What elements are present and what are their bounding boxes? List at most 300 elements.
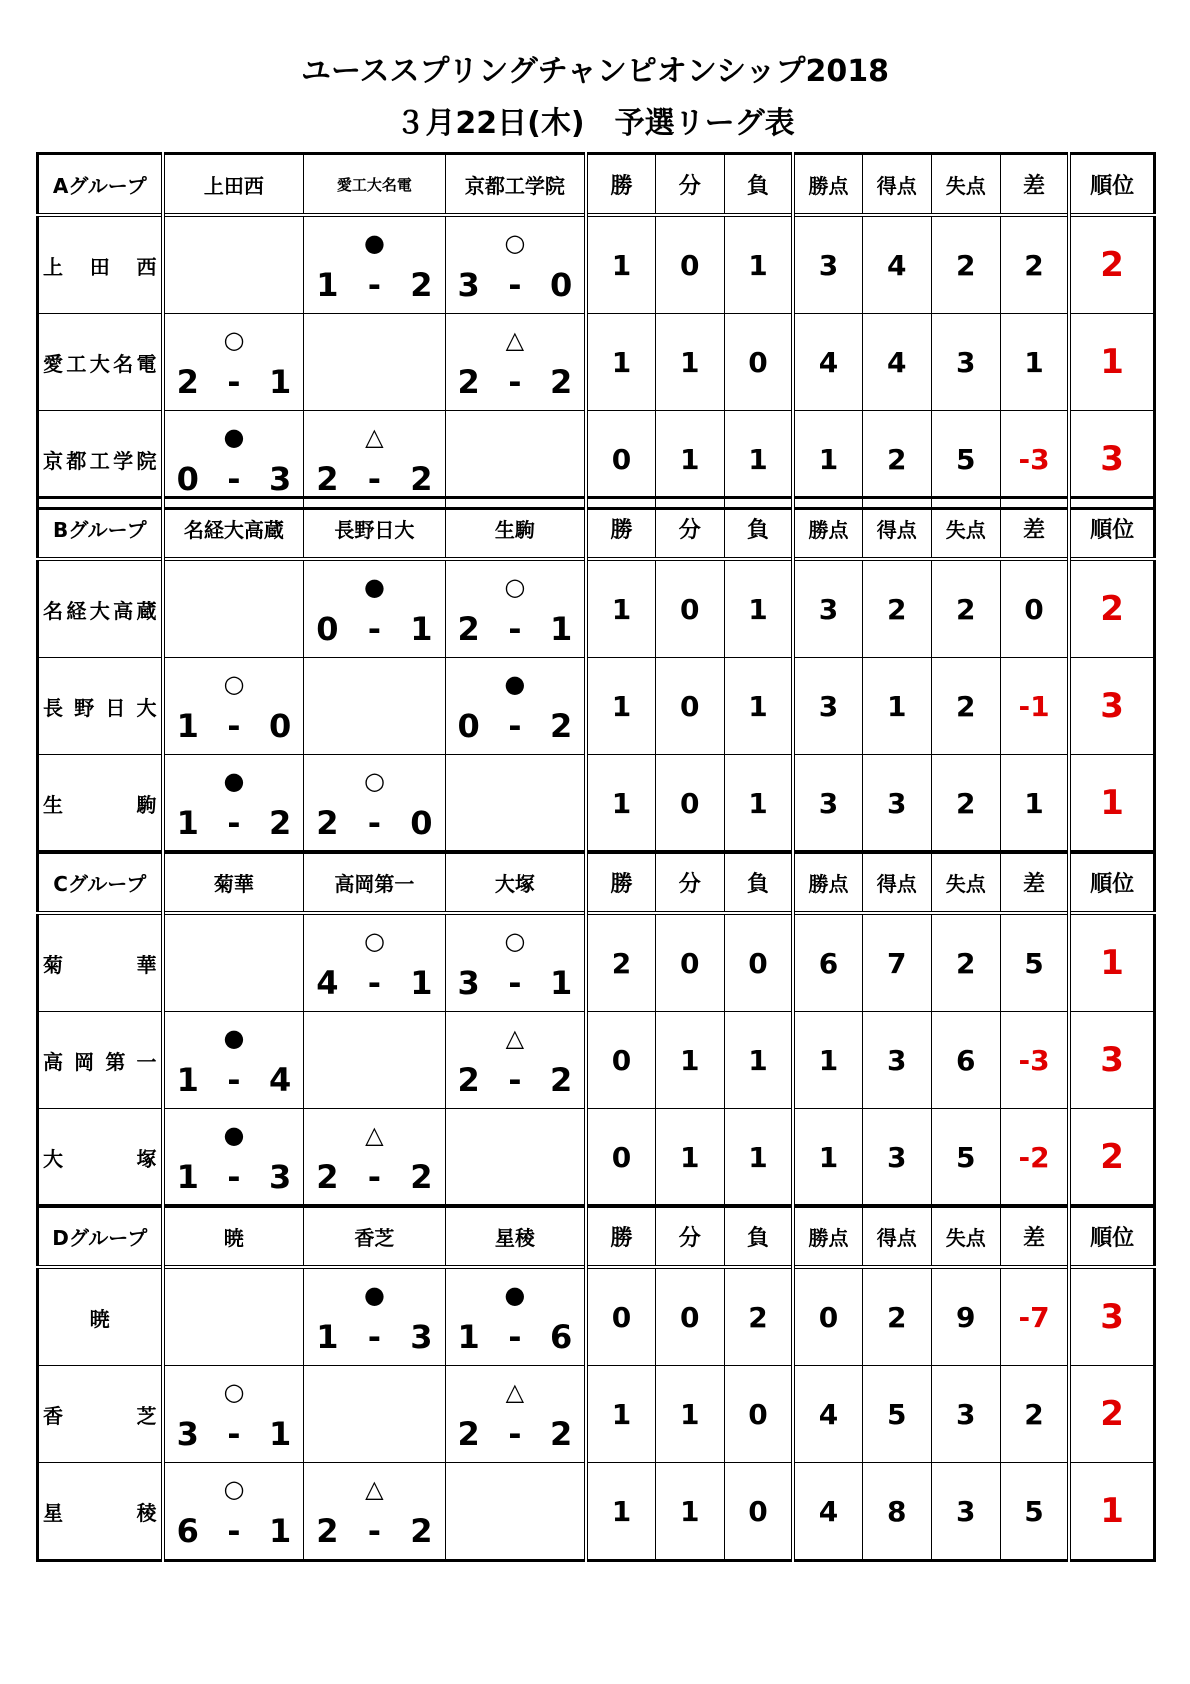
result-mark: ○	[363, 767, 385, 795]
result-mark: ●	[504, 1281, 526, 1309]
opponent-header: 京都工学院	[445, 154, 586, 216]
diff-header: 差	[1000, 498, 1069, 560]
page-title: ユーススプリングチャンピオンシップ2018	[301, 54, 889, 89]
match-result	[163, 1012, 304, 1109]
team-row	[38, 1012, 1155, 1109]
empty-cell	[163, 215, 304, 314]
wins: 1	[586, 1366, 655, 1463]
score	[165, 360, 304, 404]
score-separator: -	[367, 460, 382, 498]
match-result	[445, 658, 586, 755]
wins: 1	[586, 559, 655, 658]
rank: 1	[1069, 1463, 1154, 1561]
gf-header: 得点	[862, 852, 931, 914]
score-separator: -	[227, 460, 241, 498]
empty-cell	[445, 411, 586, 509]
goals-for: 3	[862, 1012, 931, 1109]
score-against: 2	[410, 1512, 433, 1550]
draws: 1	[655, 1366, 724, 1463]
score-against: 2	[549, 363, 573, 401]
draw-header: 分	[655, 154, 724, 216]
score-separator: -	[508, 964, 522, 1002]
gf-header: 得点	[862, 498, 931, 560]
rank: 1	[1069, 314, 1154, 411]
diff-header: 差	[1000, 1206, 1069, 1268]
losses: 0	[724, 1366, 793, 1463]
wins: 0	[586, 1267, 655, 1366]
goals-against: 3	[931, 314, 1000, 411]
points-header: 勝点	[793, 498, 862, 560]
points: 1	[793, 1109, 862, 1207]
score-separator: -	[227, 804, 241, 842]
match-result	[163, 1366, 304, 1463]
draws: 1	[655, 314, 724, 411]
points: 4	[793, 314, 862, 411]
points: 0	[793, 1267, 862, 1366]
group-table	[36, 850, 1156, 1208]
score	[446, 1315, 585, 1359]
losses: 0	[724, 913, 793, 1012]
team-row	[38, 1463, 1155, 1561]
score-against: 1	[549, 610, 573, 648]
draws: 0	[655, 755, 724, 853]
score	[165, 1509, 304, 1553]
score-for: 2	[316, 1158, 339, 1196]
score-against: 2	[269, 804, 292, 842]
goals-for: 1	[862, 658, 931, 755]
score-against: 3	[410, 1318, 433, 1356]
goals-for: 2	[862, 559, 931, 658]
score-against: 1	[269, 1512, 292, 1550]
ga-header: 失点	[931, 852, 1000, 914]
match-result	[163, 658, 304, 755]
score-for: 0	[316, 610, 339, 648]
losses: 1	[724, 411, 793, 509]
gf-header: 得点	[862, 154, 931, 216]
match-result	[304, 1463, 445, 1561]
score-against: 2	[549, 1061, 573, 1099]
score	[446, 1058, 585, 1102]
score-separator: -	[227, 1158, 241, 1196]
opponent-header: 香芝	[304, 1206, 445, 1268]
score-separator: -	[508, 266, 522, 304]
rank: 3	[1069, 411, 1154, 509]
group-table	[36, 1204, 1156, 1562]
goals-against: 2	[931, 215, 1000, 314]
match-result	[445, 1267, 586, 1366]
team-name: 愛工大名電	[38, 314, 163, 411]
result-mark: △	[505, 1024, 525, 1052]
group-label: Bグループ	[38, 498, 163, 560]
match-result	[304, 1267, 445, 1366]
goal-diff: -7	[1000, 1267, 1069, 1366]
draw-header: 分	[655, 852, 724, 914]
score-separator: -	[508, 1061, 522, 1099]
goals-against: 2	[931, 658, 1000, 755]
score-separator: -	[227, 707, 241, 745]
goal-diff: 1	[1000, 755, 1069, 853]
match-result	[304, 559, 445, 658]
result-mark: ○	[223, 670, 245, 698]
team-row	[38, 559, 1155, 658]
rank: 2	[1069, 1109, 1154, 1207]
opponent-header: 名経大高蔵	[163, 498, 304, 560]
score-for: 6	[176, 1512, 199, 1550]
score-separator: -	[367, 964, 382, 1002]
score	[446, 263, 585, 307]
opponent-header: 上田西	[163, 154, 304, 216]
score-for: 1	[176, 1158, 199, 1196]
team-name: 香 芝	[38, 1366, 163, 1463]
losses: 1	[724, 559, 793, 658]
losses: 0	[724, 1463, 793, 1561]
wins: 1	[586, 215, 655, 314]
score-separator: -	[227, 1061, 241, 1099]
score-for: 2	[457, 1415, 480, 1453]
gf-header: 得点	[862, 1206, 931, 1268]
score-for: 2	[457, 1061, 480, 1099]
losses: 1	[724, 1012, 793, 1109]
score-for: 2	[176, 363, 199, 401]
rank-header: 順位	[1069, 1206, 1154, 1268]
result-mark: △	[505, 1378, 525, 1406]
score-separator: -	[508, 610, 522, 648]
empty-cell	[445, 1109, 586, 1207]
page-subtitle: ３月22日(木) 予選リーグ表	[395, 106, 795, 141]
score-against: 2	[549, 707, 573, 745]
team-row	[38, 314, 1155, 411]
team-row	[38, 1267, 1155, 1366]
score-for: 2	[457, 363, 480, 401]
goals-for: 7	[862, 913, 931, 1012]
score	[304, 1509, 444, 1553]
team-row	[38, 1109, 1155, 1207]
score-for: 0	[457, 707, 480, 745]
rank-header: 順位	[1069, 154, 1154, 216]
match-result	[445, 559, 586, 658]
score-against: 1	[269, 1415, 292, 1453]
draws: 0	[655, 215, 724, 314]
goal-diff: 0	[1000, 559, 1069, 658]
rank: 2	[1069, 215, 1154, 314]
losses: 0	[724, 314, 793, 411]
score-for: 3	[457, 266, 480, 304]
goal-diff: 5	[1000, 1463, 1069, 1561]
points-header: 勝点	[793, 1206, 862, 1268]
score	[446, 607, 585, 651]
losses: 1	[724, 658, 793, 755]
match-result	[304, 411, 445, 509]
draws: 1	[655, 1109, 724, 1207]
score-for: 3	[457, 964, 480, 1002]
score	[304, 961, 444, 1005]
diff-header: 差	[1000, 852, 1069, 914]
team-name: 菊 華	[38, 913, 163, 1012]
match-result	[304, 215, 445, 314]
score-for: 1	[457, 1318, 480, 1356]
draws: 0	[655, 913, 724, 1012]
empty-cell	[163, 559, 304, 658]
score-for: 0	[176, 460, 199, 498]
goals-against: 9	[931, 1267, 1000, 1366]
draws: 0	[655, 658, 724, 755]
score-for: 2	[316, 1512, 339, 1550]
score-against: 1	[549, 964, 573, 1002]
result-mark: △	[365, 1475, 384, 1503]
goal-diff: -3	[1000, 411, 1069, 509]
empty-cell	[304, 658, 445, 755]
empty-cell	[304, 314, 445, 411]
loss-header: 負	[724, 852, 793, 914]
score-against: 3	[269, 460, 292, 498]
score-for: 4	[316, 964, 339, 1002]
opponent-header: 愛工大名電	[304, 154, 445, 216]
team-name: 京都工学院	[38, 411, 163, 509]
rank: 2	[1069, 559, 1154, 658]
opponent-header: 星稜	[445, 1206, 586, 1268]
wins: 0	[586, 1012, 655, 1109]
score-separator: -	[367, 266, 382, 304]
score-against: 2	[410, 266, 433, 304]
score	[304, 457, 444, 501]
team-name: 上 田 西	[38, 215, 163, 314]
score-for: 1	[316, 266, 339, 304]
rank: 1	[1069, 913, 1154, 1012]
draw-header: 分	[655, 498, 724, 560]
match-result	[445, 1012, 586, 1109]
points: 3	[793, 658, 862, 755]
score	[446, 704, 585, 748]
win-header: 勝	[586, 852, 655, 914]
score-separator: -	[367, 1318, 382, 1356]
score-against: 3	[269, 1158, 292, 1196]
goals-against: 5	[931, 411, 1000, 509]
goal-diff: 2	[1000, 215, 1069, 314]
score-separator: -	[508, 363, 522, 401]
match-result	[163, 1109, 304, 1207]
score-against: 2	[549, 1415, 573, 1453]
score	[446, 961, 585, 1005]
draws: 0	[655, 1267, 724, 1366]
opponent-header: 長野日大	[304, 498, 445, 560]
score-separator: -	[367, 610, 382, 648]
score	[165, 1058, 304, 1102]
empty-cell	[163, 913, 304, 1012]
result-mark: ○	[504, 927, 526, 955]
opponent-header: 大塚	[445, 852, 586, 914]
points: 1	[793, 411, 862, 509]
points: 3	[793, 559, 862, 658]
score-against: 2	[410, 460, 433, 498]
opponent-header: 菊華	[163, 852, 304, 914]
wins: 0	[586, 411, 655, 509]
score-against: 0	[549, 266, 573, 304]
score-against: 2	[410, 1158, 433, 1196]
goals-for: 2	[862, 1267, 931, 1366]
result-mark: △	[365, 1121, 384, 1149]
result-mark: ○	[363, 927, 385, 955]
score-separator: -	[367, 1512, 382, 1550]
goals-against: 3	[931, 1463, 1000, 1561]
goals-against: 5	[931, 1109, 1000, 1207]
draws: 0	[655, 559, 724, 658]
points: 4	[793, 1366, 862, 1463]
score-for: 1	[176, 1061, 199, 1099]
goals-against: 2	[931, 755, 1000, 853]
points: 3	[793, 215, 862, 314]
result-mark: △	[365, 423, 384, 451]
rank: 2	[1069, 1366, 1154, 1463]
empty-cell	[304, 1012, 445, 1109]
result-mark: ●	[363, 1281, 385, 1309]
result-mark: ●	[363, 229, 385, 257]
wins: 1	[586, 755, 655, 853]
goals-against: 3	[931, 1366, 1000, 1463]
rank: 3	[1069, 1012, 1154, 1109]
points-header: 勝点	[793, 852, 862, 914]
group-table	[36, 496, 1156, 854]
points: 3	[793, 755, 862, 853]
points-header: 勝点	[793, 154, 862, 216]
group-table	[36, 152, 1156, 510]
goal-diff: -1	[1000, 658, 1069, 755]
losses: 1	[724, 215, 793, 314]
score	[304, 1155, 444, 1199]
result-mark: ●	[223, 423, 245, 451]
result-mark: ○	[504, 229, 526, 257]
goal-diff: -2	[1000, 1109, 1069, 1207]
empty-cell	[445, 755, 586, 853]
score	[165, 801, 304, 845]
result-mark: ○	[223, 1378, 245, 1406]
points: 1	[793, 1012, 862, 1109]
win-header: 勝	[586, 154, 655, 216]
score-for: 2	[457, 610, 480, 648]
rank-header: 順位	[1069, 852, 1154, 914]
score	[165, 1412, 304, 1456]
result-mark: ●	[363, 573, 385, 601]
rank-header: 順位	[1069, 498, 1154, 560]
draws: 1	[655, 411, 724, 509]
score-for: 2	[316, 460, 339, 498]
diff-header: 差	[1000, 154, 1069, 216]
rank: 1	[1069, 755, 1154, 853]
result-mark: ●	[504, 670, 526, 698]
empty-cell	[304, 1366, 445, 1463]
points: 6	[793, 913, 862, 1012]
goal-diff: 5	[1000, 913, 1069, 1012]
points: 4	[793, 1463, 862, 1561]
goal-diff: -3	[1000, 1012, 1069, 1109]
rank: 3	[1069, 658, 1154, 755]
score-separator: -	[508, 1415, 522, 1453]
match-result	[445, 314, 586, 411]
ga-header: 失点	[931, 498, 1000, 560]
group-label: Dグループ	[38, 1206, 163, 1268]
match-result	[445, 1366, 586, 1463]
score	[165, 704, 304, 748]
result-mark: ○	[504, 573, 526, 601]
losses: 2	[724, 1267, 793, 1366]
team-name: 大 塚	[38, 1109, 163, 1207]
score-separator: -	[367, 1158, 382, 1196]
rank: 3	[1069, 1267, 1154, 1366]
team-name: 暁	[38, 1267, 163, 1366]
score-against: 6	[549, 1318, 573, 1356]
score-against: 1	[410, 964, 433, 1002]
result-mark: △	[505, 326, 525, 354]
goals-for: 8	[862, 1463, 931, 1561]
team-row	[38, 658, 1155, 755]
score	[165, 1155, 304, 1199]
score-separator: -	[227, 363, 241, 401]
score-against: 1	[269, 363, 292, 401]
wins: 2	[586, 913, 655, 1012]
team-row	[38, 215, 1155, 314]
match-result	[304, 755, 445, 853]
result-mark: ○	[223, 326, 245, 354]
match-result	[304, 1109, 445, 1207]
team-name: 長野日大	[38, 658, 163, 755]
team-row	[38, 755, 1155, 853]
wins: 0	[586, 1109, 655, 1207]
score-against: 4	[269, 1061, 292, 1099]
score-for: 1	[176, 707, 199, 745]
score	[304, 1315, 444, 1359]
ga-header: 失点	[931, 154, 1000, 216]
match-result	[304, 913, 445, 1012]
group-label: Aグループ	[38, 154, 163, 216]
score-against: 0	[269, 707, 292, 745]
score-for: 3	[176, 1415, 199, 1453]
score	[446, 1412, 585, 1456]
score	[304, 263, 444, 307]
ga-header: 失点	[931, 1206, 1000, 1268]
opponent-header: 高岡第一	[304, 852, 445, 914]
goals-for: 2	[862, 411, 931, 509]
match-result	[445, 913, 586, 1012]
goal-diff: 1	[1000, 314, 1069, 411]
result-mark: ●	[223, 1024, 245, 1052]
score-for: 1	[176, 804, 199, 842]
score-separator: -	[508, 1318, 522, 1356]
score	[446, 360, 585, 404]
score	[304, 607, 444, 651]
empty-cell	[445, 1463, 586, 1561]
loss-header: 負	[724, 498, 793, 560]
result-mark: ●	[223, 1121, 245, 1149]
opponent-header: 暁	[163, 1206, 304, 1268]
result-mark: ●	[223, 767, 245, 795]
goals-for: 4	[862, 215, 931, 314]
match-result	[163, 314, 304, 411]
win-header: 勝	[586, 1206, 655, 1268]
losses: 1	[724, 1109, 793, 1207]
match-result	[163, 755, 304, 853]
score-for: 1	[316, 1318, 339, 1356]
wins: 1	[586, 658, 655, 755]
opponent-header: 生駒	[445, 498, 586, 560]
score-for: 2	[316, 804, 339, 842]
loss-header: 負	[724, 154, 793, 216]
score-separator: -	[508, 707, 522, 745]
goals-for: 4	[862, 314, 931, 411]
score-separator: -	[227, 1415, 241, 1453]
goals-against: 2	[931, 559, 1000, 658]
goals-against: 2	[931, 913, 1000, 1012]
score	[165, 457, 304, 501]
goals-against: 6	[931, 1012, 1000, 1109]
